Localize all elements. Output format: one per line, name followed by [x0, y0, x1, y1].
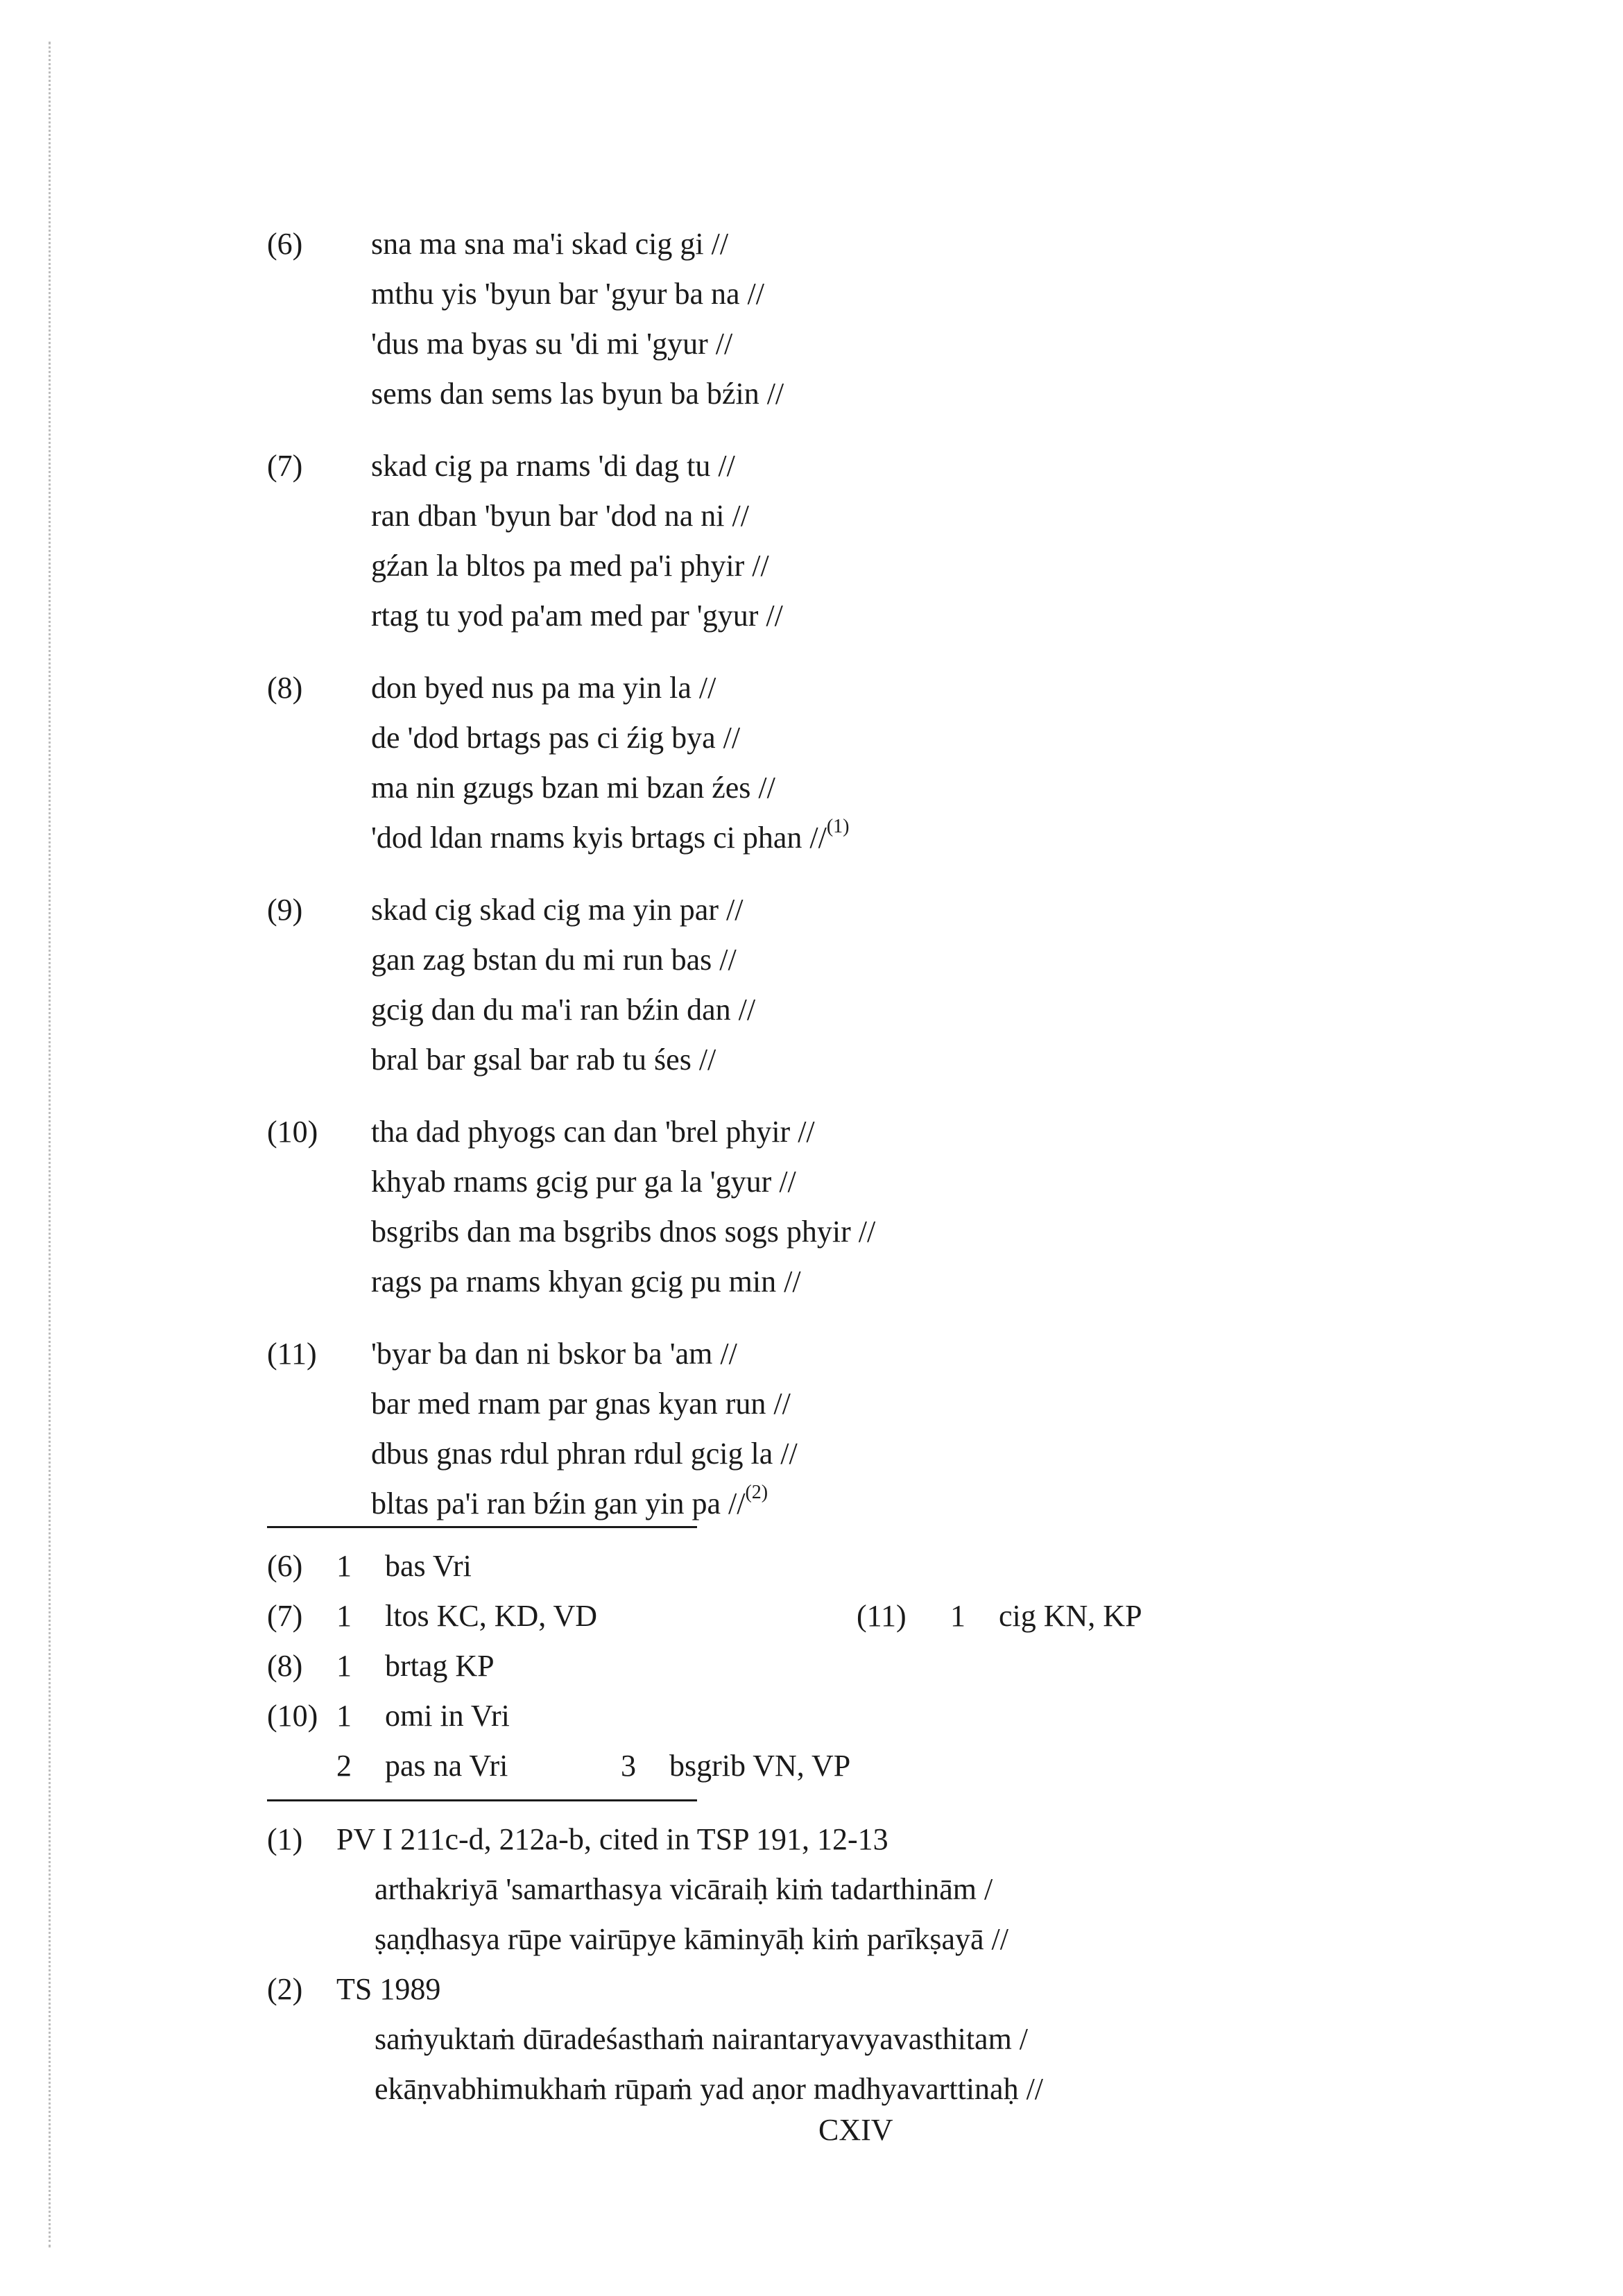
variant-verse: (11) — [857, 1599, 907, 1633]
variant-reading: pas na Vri — [385, 1749, 508, 1783]
verse-number: (10) — [267, 1115, 318, 1149]
verse-line: ma nin gzugs bzan mi bzan źes // — [371, 771, 775, 805]
verse-line — [371, 813, 849, 863]
verse-line: tha dad phyogs can dan 'brel phyir // — [371, 1115, 815, 1149]
verse-line: de 'dod brtags pas ci źig bya // — [371, 721, 741, 755]
verse-line: bar med rnam par gnas kyan run // — [371, 1387, 791, 1421]
footnote-number: (1) — [267, 1822, 303, 1856]
variant-reading: ltos KC, KD, VD — [385, 1599, 598, 1633]
verse-line: 'byar ba dan ni bskor ba 'am // — [371, 1337, 737, 1371]
variant-note: 2 — [336, 1749, 352, 1783]
verse-line: mthu yis 'byun bar 'gyur ba na // — [371, 277, 764, 311]
variant-verse: (8) — [267, 1649, 303, 1683]
verse-line: don byed nus pa ma yin la // — [371, 671, 716, 705]
verse-number: (9) — [267, 893, 303, 927]
footnote-text: ṣaṇḍhasya rūpe vairūpye kāminyāḥ kiṁ parīkṣayā // — [375, 1922, 1008, 1956]
footnote-text: arthakriyā 'samarthasya vicāraiḥ kiṁ tadarthinām / — [375, 1872, 993, 1906]
verse-line-text: 'dod ldan rnams kyis brtags ci phan // — [371, 821, 827, 855]
variant-note: 1 — [336, 1599, 352, 1633]
footnote-ref: (2) — [745, 1482, 768, 1503]
verse-line: sems dan sems las byun ba bźin // — [371, 377, 784, 411]
verse-line: skad cig skad cig ma yin par // — [371, 893, 744, 927]
verse-line: rags pa rnams khyan gcig pu min // — [371, 1265, 801, 1299]
footnote-source: PV I 211c-d, 212a-b, cited in TSP 191, 12-13 — [336, 1822, 888, 1856]
variant-verse: (10) — [267, 1699, 318, 1733]
variant-note: 3 — [621, 1749, 636, 1783]
variant-row — [857, 1591, 1142, 1641]
scan-edge-noise — [49, 42, 63, 2247]
variant-row — [267, 1591, 597, 1641]
verse-line: rtag tu yod pa'am med par 'gyur // — [371, 599, 783, 633]
page-number: CXIV — [818, 2113, 893, 2147]
footnote-text: saṁyuktaṁ dūradeśasthaṁ nairantaryavyavasthitam / — [375, 2022, 1029, 2056]
variant-row — [267, 1541, 472, 1591]
verse-line: skad cig pa rnams 'di dag tu // — [371, 449, 735, 483]
footnote-heading — [267, 1964, 440, 2014]
verse-line: gan zag bstan du mi run bas // — [371, 943, 737, 977]
variant-note: 1 — [336, 1649, 352, 1683]
verse-number: (11) — [267, 1337, 317, 1371]
variant-row — [267, 1641, 495, 1691]
verse-line: gcig dan du ma'i ran bźin dan // — [371, 993, 756, 1027]
verse-line-text: bltas pa'i ran bźin gan yin pa // — [371, 1487, 746, 1520]
verse-line: sna ma sna ma'i skad cig gi // — [371, 227, 729, 261]
variant-note: 1 — [336, 1549, 352, 1583]
variant-verse: (6) — [267, 1549, 303, 1583]
variant-note: 1 — [950, 1599, 965, 1633]
footnote-ref: (1) — [826, 816, 850, 837]
verse-line: khyab rnams gcig pur ga la 'gyur // — [371, 1165, 796, 1199]
variant-note: 1 — [336, 1699, 352, 1733]
verse-line: bsgribs dan ma bsgribs dnos sogs phyir // — [371, 1215, 876, 1249]
variant-row — [267, 1691, 510, 1741]
variant-verse: (7) — [267, 1599, 303, 1633]
verse-line: gźan la bltos pa med pa'i phyir // — [371, 549, 769, 583]
verse-line — [371, 1479, 798, 1529]
variant-reading: bsgrib VN, VP — [669, 1749, 851, 1783]
variant-reading: cig KN, KP — [999, 1599, 1142, 1633]
variant-row — [336, 1741, 850, 1791]
verse-number: (7) — [267, 449, 303, 483]
footnote-heading — [267, 1815, 888, 1865]
apparatus-rule — [267, 1526, 697, 1528]
footnote-rule — [267, 1799, 697, 1801]
footnote-source: TS 1989 — [336, 1972, 441, 2006]
variant-reading: omi in Vri — [385, 1699, 510, 1733]
verse-line: ran dban 'byun bar 'dod na ni // — [371, 499, 749, 533]
verse-number: (8) — [267, 671, 303, 705]
verse-number: (6) — [267, 227, 303, 261]
verse-line: dbus gnas rdul phran rdul gcig la // — [371, 1437, 798, 1471]
footnote-number: (2) — [267, 1972, 303, 2006]
verse-line: 'dus ma byas su 'di mi 'gyur // — [371, 327, 733, 361]
footnote-text: ekāṇvabhimukhaṁ rūpaṁ yad aṇor madhyavarttinaḥ // — [375, 2072, 1044, 2106]
verse-line: bral bar gsal bar rab tu śes // — [371, 1043, 716, 1077]
variant-reading: bas Vri — [385, 1549, 472, 1583]
variant-reading: brtag KP — [385, 1649, 495, 1683]
